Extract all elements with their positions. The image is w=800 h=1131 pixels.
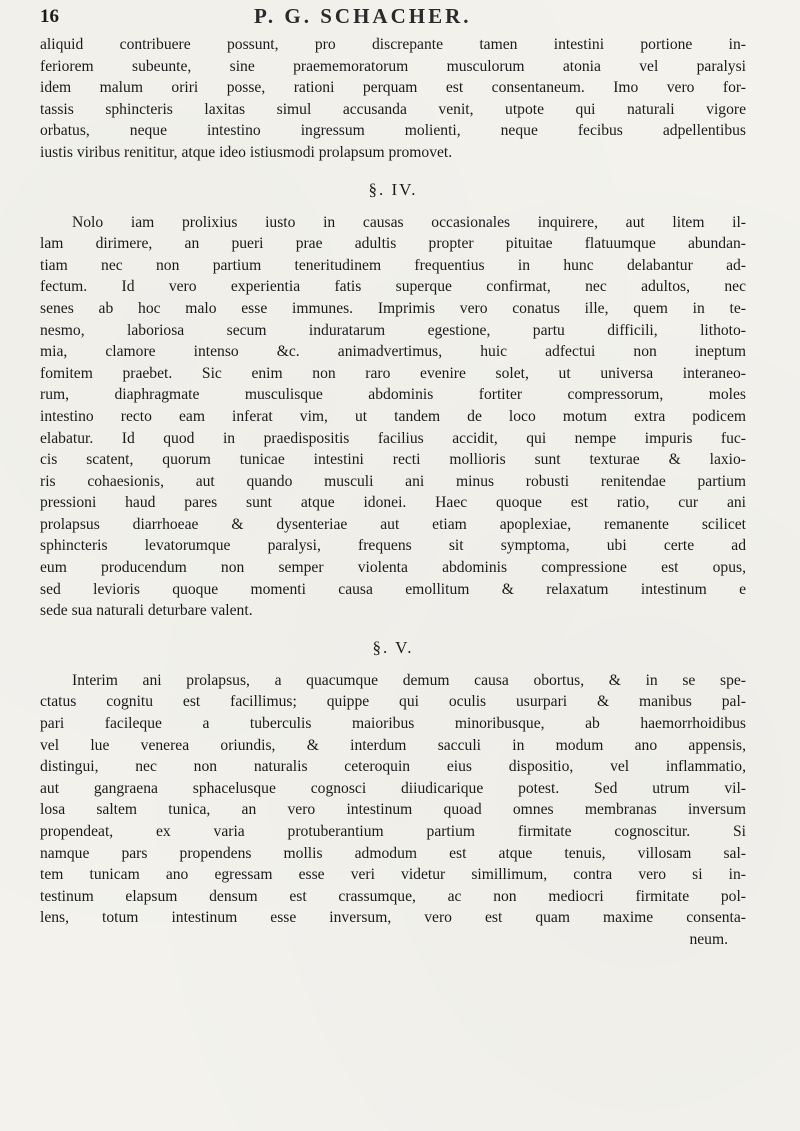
text-line: sede sua naturali deturbare valent. — [40, 602, 253, 620]
text-line: idem malum oriri posse, rationi perquam est consentaneum. Imo vero for- — [40, 79, 746, 97]
text-line: prolapsus diarrhoeae & dysenteriae aut etiam apoplexiae, remanente scilicet — [40, 515, 746, 533]
text-line: fomitem praebet. Sic enim non raro evenire solet, ut universa interaneo- — [40, 364, 746, 382]
section-heading-iv: §. IV. — [368, 179, 418, 199]
text-line: lens, totum intestinum esse inversum, vero est quam maxime consenta- — [40, 909, 746, 927]
body-text — [40, 34, 746, 951]
text-line: elabatur. Id quod in praedispositis facilius accidit, qui nempe impuris fuc- — [40, 429, 746, 447]
text-line: vel lue venerea oriundis, & interdum sacculi in modum ano appensis, — [40, 736, 746, 754]
paragraph-3 — [40, 670, 746, 929]
text-line: Nolo iam prolixius iusto in causas occasionales inquirere, aut litem il- — [72, 213, 746, 231]
text-line: propendeat, ex varia protuberantium partium firmitate cognoscitur. Si — [40, 823, 746, 840]
text-line: senes ab hoc malo esse immunes. Imprimis vero conatus ille, quem in te- — [40, 299, 746, 317]
text-line: iustis viribus renititur, atque ideo istiusmodi prolapsum promovet. — [40, 143, 453, 161]
catchword: neum. — [689, 930, 728, 948]
text-line: tassis sphincteris laxitas simul accusanda venit, utpote qui naturali vigore — [40, 100, 746, 118]
text-line: tem tunicam ano egressam esse veri videtur simillimum, contra vero si in- — [40, 866, 746, 884]
page-header — [40, 4, 740, 34]
text-line: ris cohaesionis, aut quando musculi ani minus robusti renitendae partium — [40, 472, 746, 490]
text-line: Interim ani prolapsus, a quacumque demum causa obortus, & in se spe- — [72, 671, 746, 689]
text-line: tiam nec non partium teneritudinem frequentius in hunc delabantur ad- — [40, 256, 746, 274]
text-line: orbatus, neque intestino ingressum molienti, neque fecibus adpellentibus — [40, 122, 746, 140]
text-line: aut gangraena sphacelusque cognosci diiudicarique potest. Sed utrum vil- — [40, 779, 746, 797]
text-line: nesmo, laboriosa secum induratarum egestione, partu difficili, lithoto- — [40, 321, 746, 339]
text-line: ctatus cognitu est facillimus; quippe qui oculis usurpari & manibus pal- — [40, 693, 746, 711]
text-line: intestino recto eam inferat vim, ut tandem de loco motum extra podicem — [40, 407, 746, 425]
text-line: losa saltem tunica, an vero intestinum quoad omnes membranas inversum — [40, 801, 746, 819]
paragraph-1 — [40, 34, 746, 164]
text-line: rum, diaphragmate musculisque abdominis fortiter compressorum, moles — [40, 386, 746, 404]
text-line: pari facileque a tuberculis maioribus minoribusque, ab haemorrhoidibus — [40, 715, 746, 733]
running-head: P. G. SCHACHER. — [254, 4, 472, 28]
section-heading-v: §. V. — [372, 637, 414, 657]
text-line: eum producendum non semper violenta abdominis compressione est opus, — [40, 559, 746, 577]
text-line: fectum. Id vero experientia fatis superque confirmat, nec adultos, nec — [40, 278, 746, 296]
paragraph-2 — [40, 212, 746, 622]
text-line: mia, clamore intenso &c. animadvertimus, huic adfectui non ineptum — [40, 343, 746, 361]
text-line: lam dirimere, an pueri prae adultis propter pituitae flatuumque abundan- — [40, 235, 746, 253]
text-line: testinum elapsum densum est crassumque, ac non mediocri firmitate pol- — [40, 887, 746, 905]
text-line: aliquid contribuere possunt, pro discrepante tamen intestini portione in- — [40, 36, 746, 53]
text-line: sed levioris quoque momenti causa emollitum & relaxatum intestinum e — [40, 580, 746, 598]
text-line: namque pars propendens mollis admodum est atque tenuis, villosam sal- — [40, 844, 746, 862]
text-line: cis scatent, quorum tunicae intestini recti mollioris sunt texturae & laxio- — [40, 451, 746, 469]
text-line: pressioni haud pares sunt atque idonei. Haec quoque est ratio, cur ani — [40, 494, 746, 512]
page-number: 16 — [40, 6, 59, 27]
text-line: sphincteris levatorumque paralysi, frequens sit symptoma, ubi certe ad — [40, 537, 746, 555]
text-line: distingui, nec non naturalis ceteroquin eius dispositio, vel inflammatio, — [40, 758, 746, 776]
text-line: feriorem subeunte, sine praememoratorum musculorum atonia vel paralysi — [40, 57, 746, 75]
